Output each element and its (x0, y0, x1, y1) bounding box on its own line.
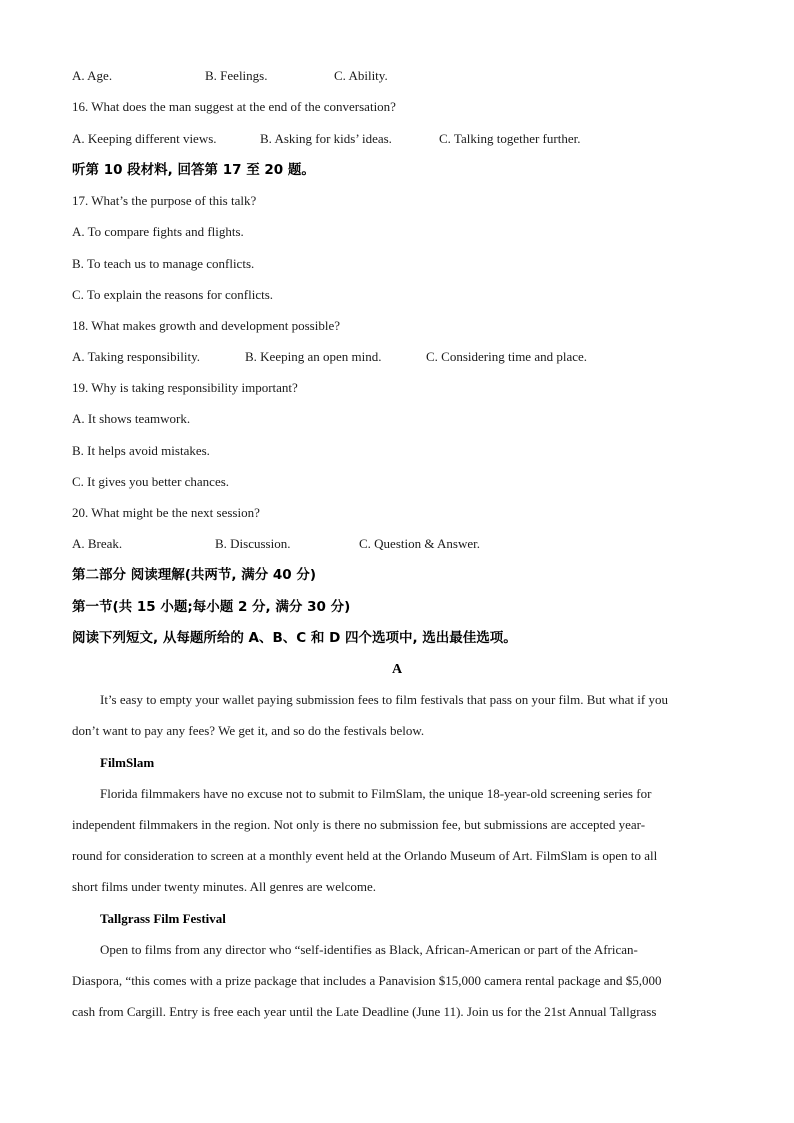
q18-question: 18. What makes growth and development possible? (72, 318, 341, 333)
q19-option-c: C. It gives you better chances. (72, 474, 230, 489)
tallgrass-heading: Tallgrass Film Festival (100, 911, 226, 926)
section-10-heading: 听第 10 段材料, 回答第 17 至 20 题。 (72, 162, 315, 178)
tallgrass-line-1: Open to films from any director who “self-identifies as Black, African-American or part of the African- (100, 942, 638, 957)
passage-label: A (391, 662, 403, 677)
part-2-heading: 第二部分 阅读理解(共两节, 满分 40 分) (72, 567, 317, 583)
q20-option-b: B. Discussion. (215, 536, 291, 551)
filmslam-line-2: independent filmmakers in the region. Not only is there no submission fee, but submissions are accepted year- (72, 817, 646, 832)
q20-option-a: A. Break. (72, 536, 123, 551)
q18-option-c: C. Considering time and place. (426, 349, 588, 364)
q15-option-b: B. Feelings. (205, 68, 268, 83)
q15-option-a: A. Age. (72, 68, 113, 83)
section-1-heading: 第一节(共 15 小题;每小题 2 分, 满分 30 分) (72, 599, 351, 615)
q19-question: 19. Why is taking responsibility important? (72, 380, 298, 395)
q16-option-a: A. Keeping different views. (72, 131, 217, 146)
q17-option-a: A. To compare fights and flights. (72, 224, 244, 239)
q17-question: 17. What’s the purpose of this talk? (72, 193, 257, 208)
q16-option-c: C. Talking together further. (439, 131, 581, 146)
reading-instruction: 阅读下列短文, 从每题所给的 A、B、C 和 D 四个选项中, 选出最佳选项。 (72, 630, 517, 646)
filmslam-heading: FilmSlam (100, 755, 155, 770)
intro-line-1: It’s easy to empty your wallet paying submission fees to film festivals that pass on your film. But what if you (100, 692, 668, 707)
tallgrass-line-3: cash from Cargill. Entry is free each year until the Late Deadline (June 11). Join us for the 21st Annual Tallgrass (72, 1004, 657, 1019)
q19-option-a: A. It shows teamwork. (72, 411, 191, 426)
filmslam-line-3: round for consideration to screen at a monthly event held at the Orlando Museum of Art. FilmSlam is open to all (72, 848, 658, 863)
q20-option-c: C. Question & Answer. (359, 536, 480, 551)
q18-option-a: A. Taking responsibility. (72, 349, 201, 364)
q19-option-b: B. It helps avoid mistakes. (72, 443, 210, 458)
filmslam-line-4: short films under twenty minutes. All genres are welcome. (72, 879, 376, 894)
tallgrass-line-2: Diaspora, “this comes with a prize package that includes a Panavision $15,000 camera rental package and $5,000 (72, 973, 662, 988)
q16-question: 16. What does the man suggest at the end of the conversation? (72, 99, 396, 114)
q20-question: 20. What might be the next session? (72, 505, 260, 520)
q17-option-c: C. To explain the reasons for conflicts. (72, 287, 274, 302)
q16-option-b: B. Asking for kids’ ideas. (260, 131, 392, 146)
q17-option-b: B. To teach us to manage conflicts. (72, 256, 255, 271)
q18-option-b: B. Keeping an open mind. (245, 349, 382, 364)
intro-line-2: don’t want to pay any fees? We get it, and so do the festivals below. (72, 723, 425, 738)
filmslam-line-1: Florida filmmakers have no excuse not to submit to FilmSlam, the unique 18-year-old screening series for (100, 786, 652, 801)
q15-option-c: C. Ability. (334, 68, 388, 83)
